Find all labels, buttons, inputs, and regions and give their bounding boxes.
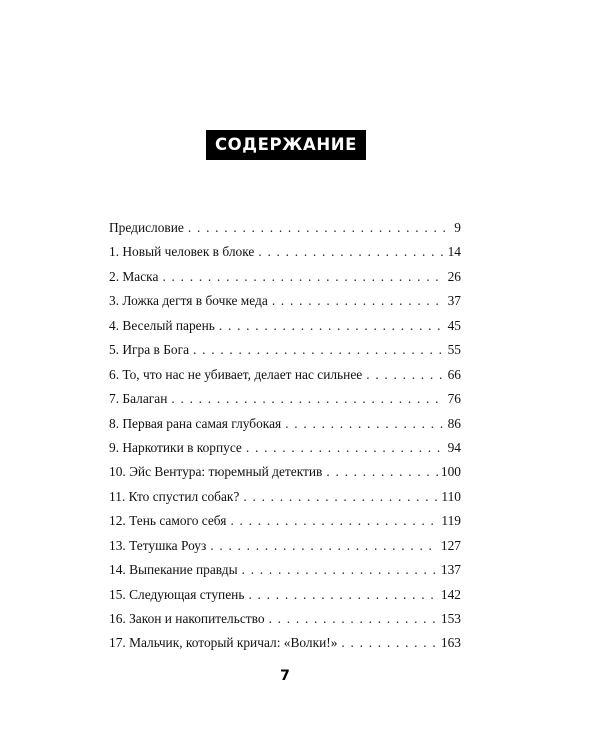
toc-dot-leader bbox=[188, 220, 451, 236]
toc-dot-leader bbox=[341, 635, 437, 651]
toc-entry-page: 163 bbox=[440, 635, 461, 651]
toc-dot-leader bbox=[193, 342, 445, 358]
toc-entry bbox=[109, 538, 461, 562]
toc-entry-title: 4. Веселый парень bbox=[109, 317, 215, 333]
page-number: 7 bbox=[280, 668, 290, 684]
toc-entry-page: 142 bbox=[440, 586, 461, 602]
toc-dot-leader bbox=[243, 489, 438, 505]
toc-entry-page: 94 bbox=[447, 439, 461, 455]
toc-entry-title: 1. Новый человек в блоке bbox=[109, 244, 255, 260]
toc-dot-leader bbox=[366, 367, 444, 383]
table-of-contents bbox=[109, 220, 461, 660]
toc-entry-page: 9 bbox=[454, 220, 461, 235]
toc-entry bbox=[109, 464, 461, 488]
toc-entry-title: 5. Игра в Бога bbox=[109, 342, 190, 358]
toc-entry bbox=[109, 587, 461, 611]
toc-entry bbox=[109, 269, 461, 293]
toc-entry bbox=[109, 220, 461, 244]
toc-entry-page: 110 bbox=[441, 488, 461, 504]
toc-entry bbox=[109, 367, 461, 391]
toc-entry-page: 153 bbox=[440, 611, 461, 626]
toc-entry-title: Предисловие bbox=[109, 220, 184, 235]
toc-entry bbox=[109, 293, 461, 317]
toc-entry bbox=[109, 440, 461, 464]
toc-entry-title: 2. Маска bbox=[109, 268, 159, 284]
toc-entry bbox=[109, 416, 461, 440]
toc-entry-title: 11. Кто спустил собак? bbox=[109, 488, 240, 504]
toc-entry-title: 15. Следующая ступень bbox=[109, 586, 245, 602]
toc-entry bbox=[109, 244, 461, 268]
toc-dot-leader bbox=[210, 538, 438, 554]
toc-entry-page: 137 bbox=[440, 562, 461, 578]
toc-entry-page: 66 bbox=[447, 366, 461, 382]
toc-entry-title: 14. Выпекание правды bbox=[109, 562, 238, 578]
toc-entry-page: 45 bbox=[447, 317, 461, 333]
toc-dot-leader bbox=[269, 611, 438, 627]
toc-entry-page: 119 bbox=[441, 513, 461, 529]
toc-entry-page: 26 bbox=[447, 268, 461, 284]
toc-dot-leader bbox=[285, 416, 444, 432]
toc-dot-leader bbox=[162, 269, 444, 285]
toc-entry-page: 86 bbox=[447, 415, 461, 431]
toc-entry-page: 55 bbox=[447, 342, 461, 358]
toc-entry bbox=[109, 635, 461, 659]
toc-entry-page: 127 bbox=[440, 537, 461, 553]
toc-entry bbox=[109, 513, 461, 537]
toc-dot-leader bbox=[242, 562, 438, 578]
toc-entry-title: 16. Закон и накопительство bbox=[109, 611, 265, 626]
toc-dot-leader bbox=[171, 391, 444, 407]
toc-entry-page: 14 bbox=[447, 244, 461, 260]
toc-dot-leader bbox=[258, 244, 444, 260]
toc-entry-title: 6. То, что нас не убивает, делает нас сильнее bbox=[109, 366, 363, 382]
toc-dot-leader bbox=[219, 318, 445, 334]
toc-entry-title: 7. Балаган bbox=[109, 391, 168, 407]
toc-entry bbox=[109, 489, 461, 513]
toc-entry-title: 9. Наркотики в корпусе bbox=[109, 439, 242, 455]
toc-entry bbox=[109, 318, 461, 342]
contents-title: СОДЕРЖАНИЕ bbox=[206, 130, 366, 160]
toc-dot-leader bbox=[248, 587, 437, 603]
toc-entry-title: 10. Эйс Вентура: тюремный детектив bbox=[109, 464, 323, 480]
toc-entry-title: 12. Тень самого себя bbox=[109, 513, 227, 529]
toc-dot-leader bbox=[230, 513, 438, 529]
toc-entry-page: 100 bbox=[440, 464, 461, 480]
toc-entry bbox=[109, 391, 461, 415]
toc-dot-leader bbox=[272, 293, 445, 309]
toc-entry-page: 76 bbox=[447, 391, 461, 407]
toc-entry bbox=[109, 562, 461, 586]
toc-entry-page: 37 bbox=[447, 293, 461, 309]
toc-entry-title: 17. Мальчик, который кричал: «Волки!» bbox=[109, 635, 338, 651]
toc-dot-leader bbox=[326, 464, 438, 480]
toc-entry-title: 13. Тетушка Роуз bbox=[109, 537, 207, 553]
toc-entry-title: 8. Первая рана самая глубокая bbox=[109, 415, 282, 431]
toc-entry bbox=[109, 342, 461, 366]
toc-entry-title: 3. Ложка дегтя в бочке меда bbox=[109, 293, 268, 309]
toc-dot-leader bbox=[246, 440, 445, 456]
toc-entry bbox=[109, 611, 461, 635]
